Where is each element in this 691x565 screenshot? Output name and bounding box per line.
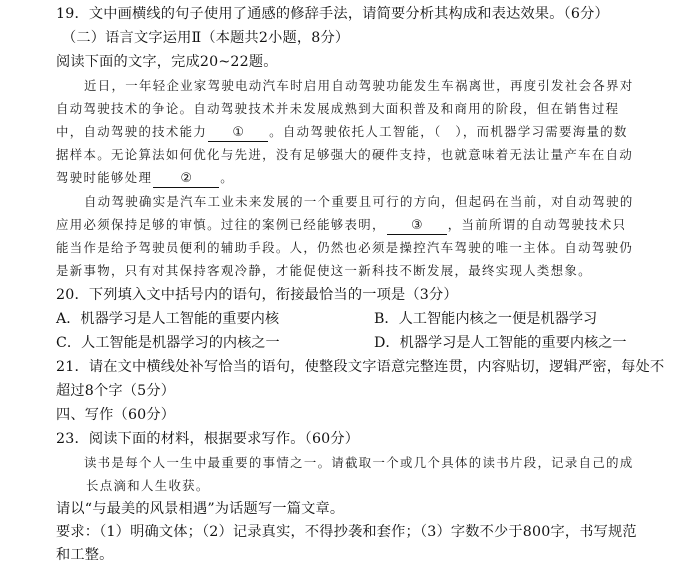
option-c[interactable]: C．人工智能是机器学习的内核之一	[56, 335, 280, 351]
question-19: 19．文中画横线的句子使用了通感的修辞手法，请简要分析其构成和表达效果。（6分）	[56, 6, 609, 22]
passage-p1-line4: 据样本。无论算法如何优化与先进，没有足够强大的硬件支持，也就意味着无法让量产车在自动	[56, 147, 634, 162]
reading-instruction: 阅读下面的文字，完成20~22题。	[56, 54, 278, 70]
passage-p2-line1: 自动驾驶确实是汽车工业未来发展的一个重要且可行的方向，但起码在当前，对自动驾驶的	[84, 194, 634, 209]
option-d[interactable]: D．机器学习是人工智能的重要内核之一	[374, 335, 627, 351]
question-20: 20．下列填入文中括号内的语句，衔接最恰当的一项是（3分）	[56, 287, 458, 303]
blank-1[interactable]	[208, 124, 268, 142]
passage-text: 驾驶时能够处理	[56, 170, 153, 185]
passage-text: 中，自动驾驶的技术能力	[56, 124, 208, 139]
passage-p2-line3: 能当作是给予驾驶员便利的辅助手段。人，仍然也必须是操控汽车驾驶的唯一主体。自动驾驶仍	[56, 240, 634, 255]
section-2-heading: （二）语言文字运用Ⅱ（本题共2小题，8分）	[62, 30, 350, 46]
blank-3-number: ③	[410, 218, 423, 233]
question-23: 23．阅读下面的材料，根据要求写作。（60分）	[56, 431, 360, 447]
passage-p1-line1: 近日，一年轻企业家驾驶电动汽车时启用自动驾驶功能发生车祸离世，再度引发社会各界对	[84, 78, 634, 93]
passage-text: ，当前所谓的自动驾驶技术只	[447, 217, 627, 232]
blank-2-number: ②	[180, 171, 193, 186]
passage-text: 。自动驾驶依托人工智能，（ ），而机器学习需要海量的数	[269, 124, 628, 139]
writing-requirements-line1: 要求：（1）明确文体；（2）记录真实，不得抄袭和套作；（3）字数不少于800字，书写规范	[56, 524, 637, 540]
writing-requirements-line2: 和工整。	[56, 547, 114, 563]
passage-p1-line5	[56, 168, 234, 188]
passage-p2-line4: 是新事物，只有对其保持客观冷静，才能促使这一新科技不断发展，最终实现人类想象。	[56, 263, 592, 278]
blank-2[interactable]	[153, 170, 219, 188]
blank-1-number: ①	[232, 125, 244, 140]
passage-text: 。	[220, 170, 234, 185]
section-4-heading: 四、写作（60分）	[56, 407, 176, 423]
option-b[interactable]: B．人工智能内核之一便是机器学习	[374, 311, 598, 327]
question-21-line1: 21．请在文中横线处补写恰当的语句，使整段文字语意完整连贯，内容贴切，逻辑严密，每处不	[56, 359, 665, 375]
question-21-line2: 超过8个字（5分）	[56, 383, 176, 399]
passage-p2-line2	[56, 215, 626, 235]
passage-p1-line2: 自动驾驶技术的争论。自动驾驶技术并未发展成熟到大面积普及和商用的阶段，但在销售过程	[56, 101, 620, 116]
material-line1: 读书是每个人一生中最重要的事情之一。请截取一个或几个具体的读书片段，记录自己的成	[84, 455, 634, 470]
writing-topic: 请以“与最美的风景相遇”为话题写一篇文章。	[56, 501, 345, 517]
option-a[interactable]: A．机器学习是人工智能的重要内核	[56, 311, 280, 327]
blank-3[interactable]	[387, 217, 447, 235]
material-line2: 长点滴和人生收获。	[86, 478, 210, 493]
passage-p1-line3	[56, 122, 628, 142]
passage-text: 应用必须保持足够的审慎。过往的案例已经能够表明，	[56, 217, 386, 232]
